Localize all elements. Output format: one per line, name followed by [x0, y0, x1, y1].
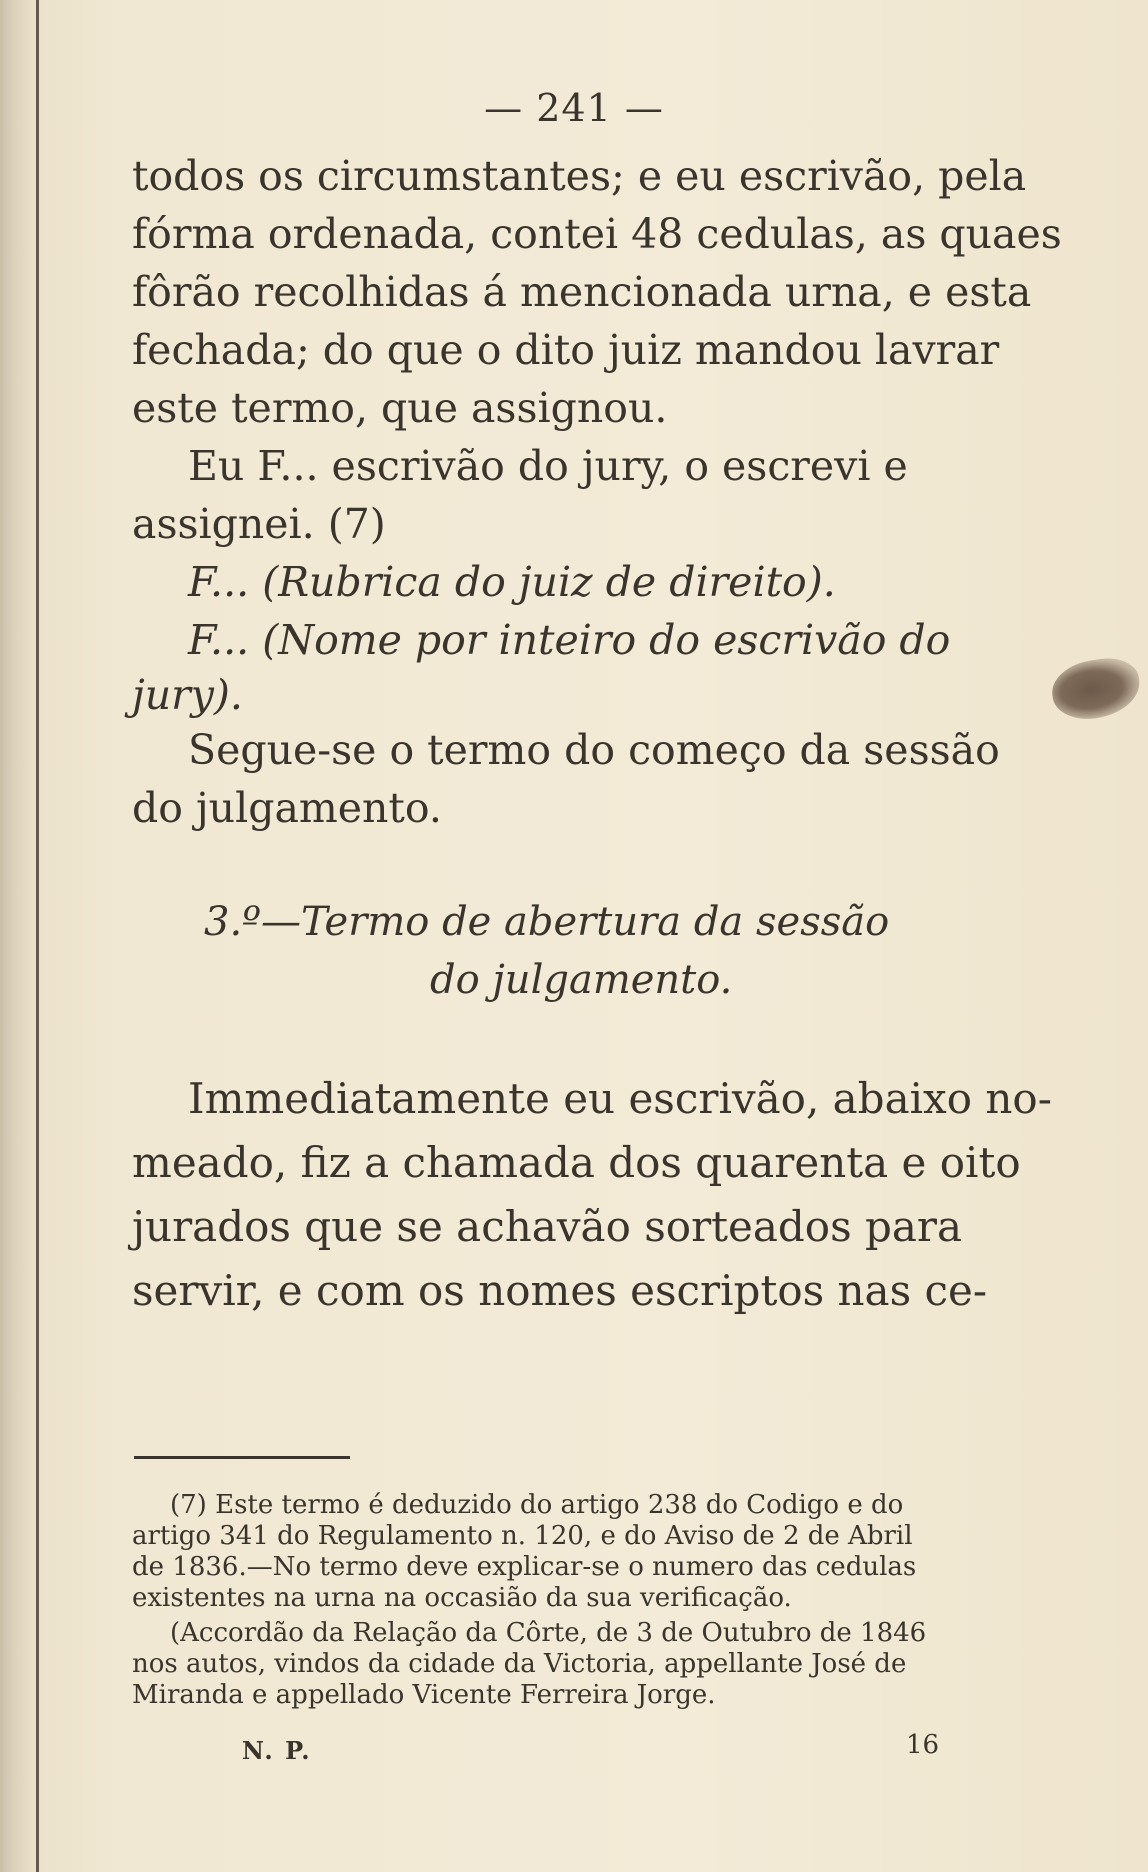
section-heading-cont: do julgamento. [430, 957, 733, 1003]
footnote-line: existentes na urna na occasião da sua verificação. [132, 1583, 792, 1613]
footnote-line: artigo 341 do Regulamento n. 120, e do Aviso de 2 de Abril [132, 1521, 913, 1551]
footnote-rule [134, 1456, 350, 1459]
binding-edge [36, 0, 39, 1872]
page-number: — 241 — [484, 86, 664, 130]
follow-line: do julgamento. [132, 784, 442, 832]
signature-line-clerk-cont: jury). [132, 671, 243, 719]
signature-line-judge: F... (Rubrica do juiz de direito). [188, 558, 836, 606]
paragraph-line: meado, fiz a chamada dos quarenta e oito [132, 1138, 1021, 1187]
follow-line: Segue-se o termo do começo da sessão [188, 726, 1000, 774]
footnote-line: nos autos, vindos da cidade da Victoria, appellante José de [132, 1649, 907, 1679]
paragraph-line: jurados que se achavão sorteados para [132, 1202, 963, 1251]
body-line: Eu F... escrivão do jury, o escrevi e [188, 442, 908, 490]
body-line: fôrão recolhidas á mencionada urna, e esta [132, 268, 1032, 316]
footnote-line: (7) Este termo é deduzido do artigo 238 do Codigo e do [170, 1490, 904, 1520]
footnote-line: Miranda e appellado Vicente Ferreira Jorge. [132, 1680, 716, 1710]
section-heading: 3.º—Termo de abertura da sessão [204, 899, 890, 945]
signature-line-clerk: F... (Nome por inteiro do escrivão do [188, 616, 951, 664]
footnote-line: (Accordão da Relação da Côrte, de 3 de Outubro de 1846 [170, 1618, 927, 1648]
paragraph-line: Immediatamente eu escrivão, abaixo no- [188, 1074, 1052, 1123]
footnote-line: de 1836.—No termo deve explicar-se o numero das cedulas [132, 1552, 917, 1582]
ink-stain [1048, 654, 1143, 724]
body-line: todos os circumstantes; e eu escrivão, pela [132, 152, 1027, 200]
body-line: assignei. (7) [132, 500, 386, 548]
signature-mark: N. P. [242, 1736, 312, 1765]
body-line: este termo, que assignou. [132, 384, 668, 432]
paragraph-line: servir, e com os nomes escriptos nas ce- [132, 1266, 988, 1315]
signature-number: 16 [906, 1730, 940, 1760]
body-line: fechada; do que o dito juiz mandou lavrar [132, 326, 1000, 374]
body-line: fórma ordenada, contei 48 cedulas, as quaes [132, 210, 1062, 258]
